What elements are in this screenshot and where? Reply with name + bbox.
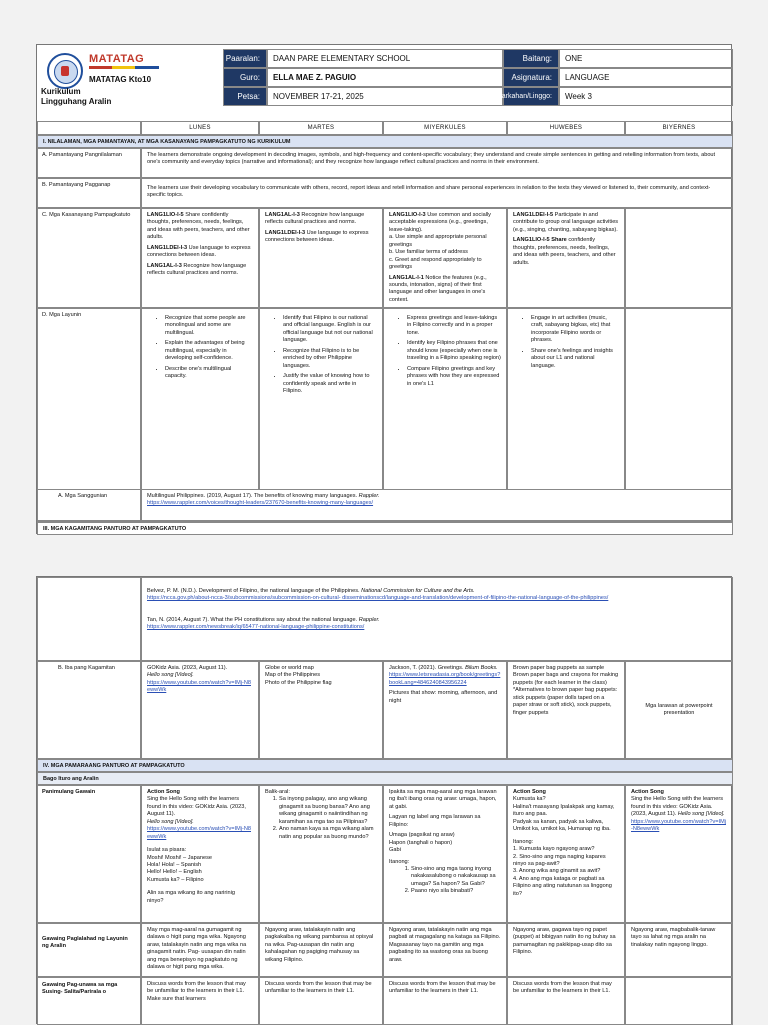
kagamitan-lunes — [141, 661, 259, 759]
baitang-value: ONE — [559, 49, 733, 68]
time-label: Hapon (tanghali o hapon) — [389, 839, 453, 846]
section-4-title: IV. MGA PAMARAANG PANTURO AT PAMPAGKATUTO — [37, 759, 733, 772]
competency-code: LANG1AL-I-1 — [389, 274, 424, 281]
layunin-huwebes — [507, 308, 625, 504]
day-biyernes: BIYERNES — [625, 121, 733, 135]
competency-text: Use common and socially acceptable expressions (e.g., greetings, leave-taking). — [389, 212, 491, 233]
kagamitan-miyerkules — [383, 661, 507, 759]
section-3-title: III. MGA KAGAMITANG PANTURO AT PAMPAGKATUTO — [37, 522, 733, 535]
sanggunian-row — [36, 489, 732, 521]
label-pamantayang-pagganap: B. Pamantayang Pagganap — [37, 178, 141, 208]
panimula-lunes — [141, 785, 259, 923]
objective-item: • Compare Filipino greetings and key phrases with how they are expressed in one's L1 — [407, 366, 501, 388]
panimula-miyerkules — [383, 785, 507, 923]
brand-logo: MATATAG — [89, 53, 145, 65]
bago-ituro-title: Bago Ituro ang Aralin — [37, 772, 733, 785]
reference-title: Hello song [Video]. — [147, 818, 194, 825]
layunin-biyernes — [625, 308, 733, 504]
label-panimulang-gawain: Panimulang Gawain — [37, 785, 141, 923]
activity-title: Itanong: — [389, 858, 410, 865]
activity-text: Isulat sa pisara: — [147, 847, 187, 854]
material-item: Globe or world map — [265, 665, 314, 671]
competency-text: Use language to express connections between ideas. — [265, 229, 369, 244]
asignatura-label: Asignatura: — [503, 68, 559, 87]
activity-question: 1. Kumusta kayo ngayong araw? — [513, 846, 595, 853]
competency-text: Recognize how language reflects cultural practices and norms. — [265, 212, 365, 226]
material-item: *Alternatives to brown paper bag puppets: stick puppets (paper dolls taped on a paper straw or soft stick), sock puppets, finger puppets — [513, 687, 618, 716]
baitang-label: Baitang: — [503, 49, 559, 68]
markahan-value: Week 3 — [559, 87, 733, 106]
pamantayang-pagganap-text: The learners use their developing vocabulary to communicate with others, record, report ideas and retell information and share personal experiences in relation to the texts they viewed or listened to, their community, and context- specific topics. — [141, 178, 733, 208]
kasanayan-biyernes — [625, 208, 733, 308]
reference-publisher: Rappler. — [358, 493, 380, 499]
paaralan-label: Paaralan: — [223, 49, 267, 68]
logo-block — [37, 45, 223, 111]
guro-value: ELLA MAE Z. PAGUIO — [267, 68, 503, 87]
activity-title: Action Song — [513, 789, 546, 795]
video-link[interactable]: https://www.youtube.com/watch?v=IMj-N8ewwWk — [147, 826, 251, 840]
greeting-item: Hola! Hola! – Spanish — [147, 861, 202, 868]
panimula-huwebes — [507, 785, 625, 923]
objective-item: • Share one's feelings and insights about our L1 and national language. — [531, 348, 619, 370]
material-item: Pictures that show: morning, afternoon, and night — [389, 690, 498, 704]
day-huwebes: HUWEBES — [507, 121, 625, 135]
pamantayang-pangnilalaman-text: The learners demonstrate ongoing development in decoding images, symbols, and high-frequency and content-specific vocabulary; they understand and create simple sentences in getting and retelling information from texts, about one's community and everyday topics (narrative and informational); and they recognize how language reflect cultural practices and norms in their environment. — [141, 148, 733, 178]
day-lunes: LUNES — [141, 121, 259, 135]
activity-question: Alin sa mga wikang ito ang naririnig ninyo? — [147, 890, 235, 904]
competency-subitem: b. Use familiar terms of address — [389, 249, 468, 256]
competency-text: Recognize how language reflects cultural practices and norms. — [147, 262, 247, 277]
activity-text: Sing the Hello Song with the learners found in this video: GOKidz Asia. (2023, August 11). — [631, 796, 724, 818]
competency-code: LANG1LIO-I-5 — [147, 212, 184, 218]
lingguhang-aralin-label: Lingguhang Aralin — [41, 97, 112, 106]
paglalahad-biyernes: Ngayong araw, magbabalik-tanaw tayo sa lahat ng mga aralin na tinalakay natin ngayong linggo. — [625, 923, 733, 977]
objective-item: • Engage in art activities (music, craft, sabayang bigkas, etc) that incorporate Filipino words or phrases. — [531, 315, 619, 345]
objective-item: • Explain the advantages of being multilingual, especially in developing self-confidence. — [165, 340, 253, 362]
reference-text: Jackson, T. (2021). Greetings. — [389, 665, 466, 671]
reference-link[interactable]: https://www.rappler.com/newsbreak/iq/65477-national-language-philippine-constitutions/ — [147, 624, 365, 631]
activity-title: Balik-aral: — [265, 789, 290, 795]
greeting-item: Moshi! Moshi! – Japanese — [147, 854, 212, 861]
competency-code: LANG1LIO-I-5 Share — [513, 237, 567, 244]
objective-item: • Recognize that Filipino is to be enriched by other Philippine languages. — [283, 348, 377, 370]
deped-seal-icon — [47, 53, 83, 89]
video-link[interactable]: https://www.youtube.com/watch?v=IMj-N8ewwWk — [147, 679, 251, 694]
layunin-lunes — [141, 308, 259, 504]
lesson-plan-page-2 — [36, 576, 732, 1024]
guro-label: Guro: — [223, 68, 267, 87]
song-line: Kumusta ka? — [513, 796, 546, 803]
label-gawaing-paglalahad: Gawaing Paglalahad ng Layunin ng Aralin — [37, 923, 141, 977]
kasanayan-lunes — [141, 208, 259, 308]
objective-item: • Recognize that some people are monolingual and some are multilingual. — [165, 315, 253, 337]
label-kasanayang-pampagkatuto: C. Mga Kasanayang Pampagkatuto — [37, 208, 141, 308]
material-item: Brown paper bag puppets as sample Brown paper bags and crayons for making puppets (for each learner in the class) — [513, 665, 619, 686]
competency-text: Use language to express connections between ideas. — [147, 244, 251, 259]
reference-text: Belvez, P. M. (N.D.). Development of Filipino, the national language of the Philippines. — [147, 588, 362, 594]
activity-question: 2. Ano naman kaya sa mga wikang alam natin ang popular sa buong mundo? — [279, 826, 377, 841]
competency-code: LANG1LDEI-I-3 — [147, 244, 188, 251]
material-item: Map of the Philippines — [265, 672, 321, 679]
label-iba-pang-kagamitan: B. Iba pang Kagamitan — [37, 661, 141, 759]
competency-code: LANG1LDEI-I-5 — [513, 212, 554, 218]
reference-text: Tan, N. (2014, August 7). What the PH constitutions say about the national language. — [147, 616, 359, 623]
greeting-item: Hello! Hello! – English — [147, 869, 202, 876]
kagamitan-biyernes: Mga larawan at powerpoint presentation — [625, 661, 733, 759]
activity-question: 4. Ano ang mga kataga or pagbati sa Filipino ang ating natutunan sa linggong ito? — [513, 875, 612, 897]
pag-unawa-martes: Discuss words from the lesson that may be unfamiliar to the learners in their L1. — [259, 977, 383, 1025]
brand-stripe — [89, 66, 159, 69]
competency-subitem: c. Greet and respond appropriately to greetings — [389, 256, 482, 271]
activity-question: 2. Paano niyo sila binabati? — [411, 888, 501, 895]
pag-unawa-biyernes — [625, 977, 733, 1025]
day-header-blank — [37, 121, 141, 135]
time-label: Umaga (pagsikat ng araw) — [389, 832, 455, 839]
reference-publisher: Rappler. — [358, 616, 380, 623]
kasanayan-miyerkules — [383, 208, 507, 308]
label-gawaing-pag-unawa: Gawaing Pag-unawa sa mga Susing- Salita/Parirala o — [37, 977, 141, 1025]
reference-link[interactable]: https://ncca.gov.ph/about-ncca-3/subcommissions/subcommission-on-cultural- disseminationscd/language-and-translation/development-of-filipino-the-national-language-of-the-philippines/ — [147, 595, 609, 602]
time-label: Gabi — [389, 847, 401, 854]
reference-title: Bilum Books. — [465, 665, 498, 671]
objective-item: • Justify the value of knowing how to confidently speak and write in Filipino. — [283, 373, 377, 395]
video-link[interactable]: https://www.youtube.com/watch?v=IMj-N8ewwWk — [631, 818, 726, 833]
activity-title: Action Song — [147, 789, 180, 795]
kasanayan-huwebes — [507, 208, 625, 308]
kasanayan-martes — [259, 208, 383, 308]
pag-unawa-huwebes: Discuss words from the lesson that may be unfamiliar to the learners in their L1. — [507, 977, 625, 1025]
sanggunian-cont — [141, 577, 733, 661]
markahan-label: Markahan/Linggo: — [503, 87, 559, 106]
reference-text: Multilingual Philippines. (2019, August 17). The benefits of knowing many languages. — [147, 493, 359, 499]
paaralan-value: DAAN PARE ELEMENTARY SCHOOL — [267, 49, 503, 68]
song-line: Padyak sa kanan, padyak sa kaliwa, Umikot ka, umikot ka, Humanap ng iba. — [513, 818, 611, 833]
label-mga-sanggunian: A. Mga Sanggunian — [37, 489, 141, 521]
brand-subtitle: MATATAG Kto10 — [89, 75, 152, 84]
activity-question: 3. Anong wika ang ginamit sa awit? — [513, 868, 601, 875]
sanggunian-label-cont — [37, 577, 141, 661]
paglalahad-martes: Ngayong araw, tatalakayin natin ang pagkakaiba ng wikang pambansa at opisyal na wika. Pag-uusapan din natin ang kahalagahan ng pagiging mahusay sa wikang Filipino. — [259, 923, 383, 977]
competency-subitem: a. Use simple and appropriate personal greetings — [389, 234, 487, 248]
petsa-value: NOVEMBER 17-21, 2025 — [267, 87, 503, 106]
section-1-title: I. NILALAMAN, MGA PAMANTAYAN, AT MGA KASANAYANG PAMPAGKATUTO NG KURIKULUM — [37, 135, 733, 148]
reference-title: Hello song [Video]. — [677, 811, 725, 818]
book-link[interactable]: https://www.letsreadasia.org/book/greetings?bookLang=4846240843956224 — [389, 672, 501, 686]
activity-question: 1. Sino-sino ang mga taong inyong nakakasalubong o nakakausap sa umaga? Sa hapon? Sa Gabi? — [411, 866, 501, 888]
activity-text: Ipakita sa mga mag-aaral ang mga larawan ng iba't ibang oras ng araw: umaga, hapon, at gabi. — [389, 789, 497, 810]
song-line: Halina't masayang Ipalakpak ang kamay, ituro ang paa. — [513, 803, 615, 818]
asignatura-value: LANGUAGE — [559, 68, 733, 87]
competency-text: Participate in and contribute to group oral language activities (e.g., singing, chanting, sabayang bigkas). — [513, 212, 619, 233]
layunin-miyerkules — [383, 308, 507, 504]
petsa-label: Petsa: — [223, 87, 267, 106]
objective-item: • Identify key Filipino phrases that one should know (especially when one is traveling in a Filipino speaking region) — [407, 340, 501, 362]
lesson-plan-page-1 — [36, 44, 732, 534]
sanggunian-text — [141, 489, 733, 521]
activity-question: 2. Sino-sino ang mga naging kapares ninyo sa pag-awit? — [513, 853, 606, 867]
competency-text: Share confidently thoughts, preferences, needs, feelings, and ideas with peers, teachers, and other adults. — [147, 212, 250, 241]
competency-code: LANG1AL-I-3 — [147, 262, 182, 269]
activity-question: 1. Sa inyong palagay, ano ang wikang ginagamit sa buong bansa? Ano ang wikang ginagamit o naiintindihan ng karamihan sa mga tao sa Pilipinas? — [279, 796, 377, 826]
objective-item: • Identify that Filipino is our national and official language. English is our official language but not our national language. — [283, 315, 377, 345]
reference-link[interactable]: https://www.rappler.com/voices/thought-leaders/237670-benefits-knowing-many-languages/ — [147, 500, 374, 507]
pag-unawa-miyerkules: Discuss words from the lesson that may be unfamiliar to the learners in their L1. — [383, 977, 507, 1025]
activity-text: Lagyan ng label ang mga larawan sa Filipino: — [389, 814, 481, 828]
day-miyerkules: MIYERKULES — [383, 121, 507, 135]
objective-item: • Express greetings and leave-takings in Filipino correctly and in a proper tone. — [407, 315, 501, 337]
objective-item: • Describe one's multilingual capacity. — [165, 366, 253, 381]
kagamitan-huwebes — [507, 661, 625, 759]
panimula-biyernes — [625, 785, 733, 923]
paglalahad-lunes: May mga mag-aaral na gumagamit ng dalawa o higit pang mga wika. Ngayong araw, tatalakayin natin ang mga wika na ginagamit natin. Pag- uusapan din natin ang mga benepisyo ng pagkatuto ng dalawa or higit pang mga wika. — [141, 923, 259, 977]
label-pamantayang-pangnilalaman: A. Pamantayang Pangnilalaman — [37, 148, 141, 178]
greeting-item: Kumusta ka? – Filipino — [147, 876, 204, 883]
competency-text: confidently thoughts, preferences, needs, feelings, and ideas with peers, teachers, and other adults. — [513, 237, 616, 266]
kagamitan-martes — [259, 661, 383, 759]
reference-title: Hello song [Video]. — [147, 672, 194, 679]
panimula-martes — [259, 785, 383, 923]
activity-text: Sing the Hello Song with the learners found in this video: GOKidz Asia. (2023, August 11). — [147, 796, 246, 818]
activity-title: Itanong: — [513, 838, 534, 845]
paglalahad-miyerkules: Ngayong araw, tatalakayin natin ang mga pagbati at magagalang na kataga sa Filipino. Magsasanay tayo na gamitin ang mga pagbating ito sa wastong oras sa buong araw. — [383, 923, 507, 977]
paglalahad-huwebes: Ngayong araw, gagawa tayo ng papet (puppet) at bibigyan natin ito ng buhay sa pamamagitan ng pakikipag-usap dito sa Filipino. — [507, 923, 625, 977]
pag-unawa-lunes: Discuss words from the lesson that may be unfamiliar to the learners in their L1. Make sure that learners — [141, 977, 259, 1025]
kurikulum-label: Kurikulum — [41, 87, 81, 96]
reference-text: GOKidz Asia. (2023, August 11). — [147, 665, 228, 671]
label-mga-layunin: D. Mga Layunin — [37, 308, 141, 504]
reference-publisher: National Commission for Culture and the Arts. — [361, 588, 475, 594]
day-martes: MARTES — [259, 121, 383, 135]
activity-title: Action Song — [631, 789, 664, 795]
competency-code: LANG1AL-I-3 — [265, 212, 300, 218]
competency-text: Notice the features (e.g., sounds, intonation, signs) of their first language and other languages in one's context. — [389, 274, 487, 303]
competency-code: LANG1LDEI-I-3 — [265, 229, 306, 236]
layunin-martes — [259, 308, 383, 504]
competency-code: LANG1LIO-I-3 — [389, 212, 426, 218]
material-item: Photo of the Philippine flag — [265, 679, 332, 686]
